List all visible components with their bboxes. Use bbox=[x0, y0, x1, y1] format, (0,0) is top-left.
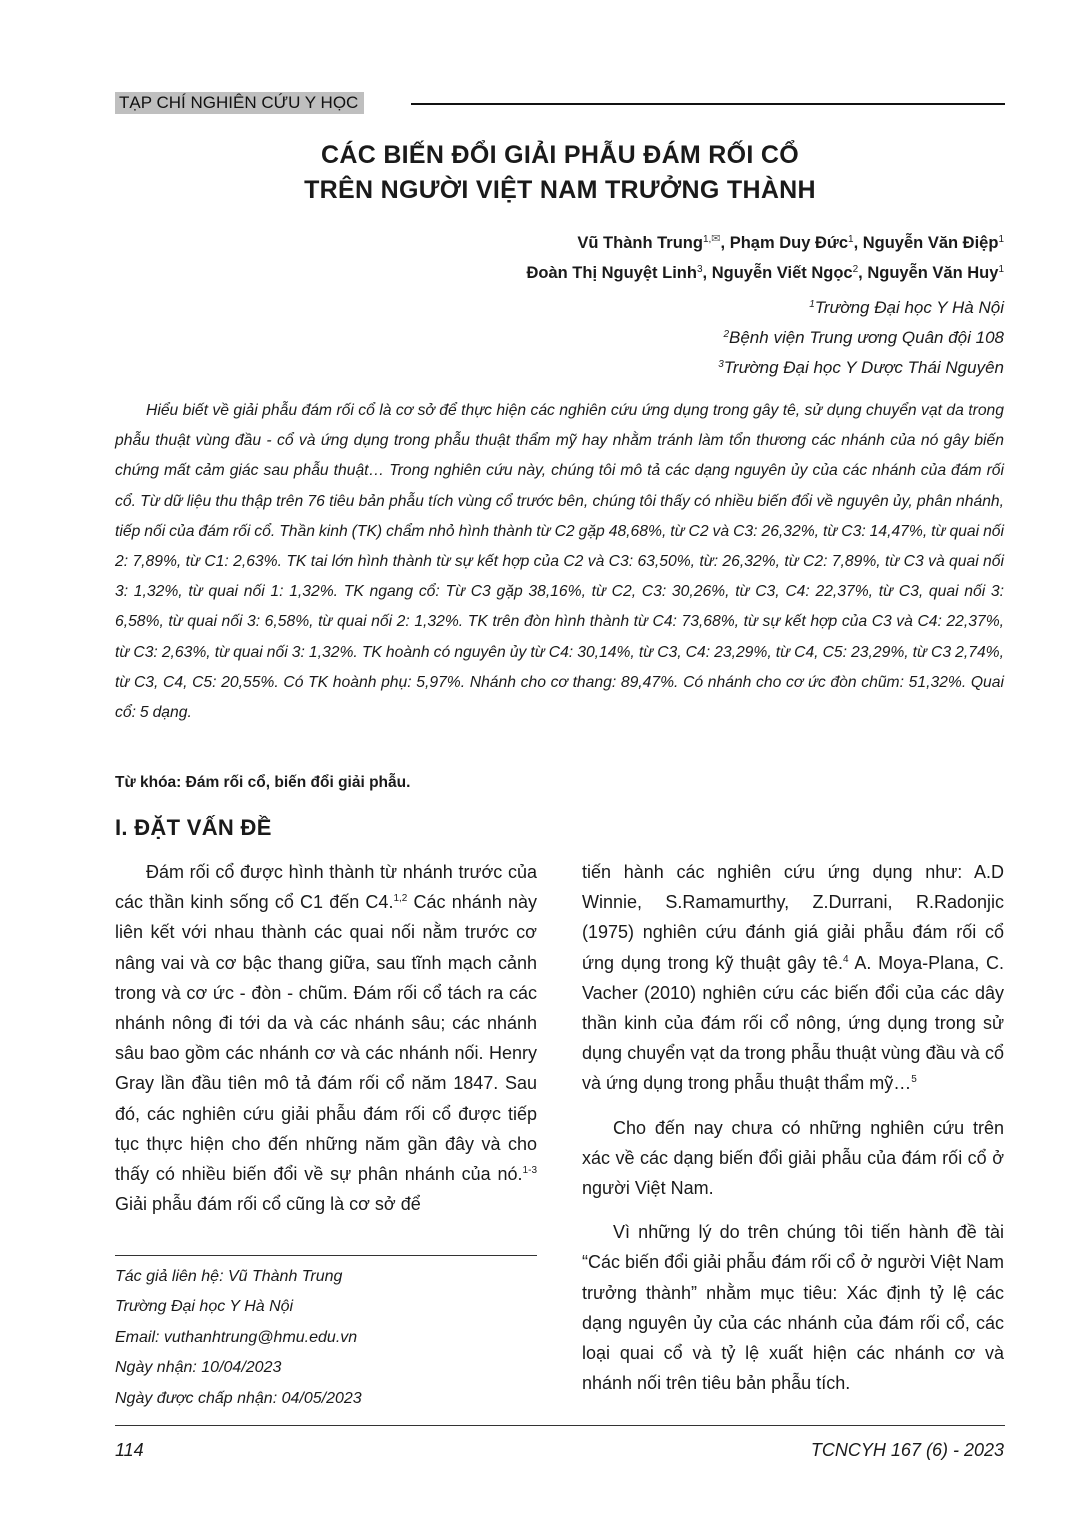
author-name: Vũ Thành Trung bbox=[577, 234, 703, 252]
keywords: Từ khóa: Đám rối cổ, biến đổi giải phẫu. bbox=[115, 774, 411, 791]
citation: 4 bbox=[842, 953, 849, 965]
accepted-date: Ngày được chấp nhận: 04/05/2023 bbox=[115, 1389, 362, 1407]
corresponding-institution: Trường Đại học Y Hà Nội bbox=[115, 1298, 294, 1316]
header-rule bbox=[411, 103, 1005, 105]
section-heading: I. ĐẶT VẤN ĐỀ bbox=[115, 815, 272, 840]
author-name: Nguyễn Văn Huy bbox=[867, 264, 999, 282]
title-line-1: CÁC BIẾN ĐỔI GIẢI PHẪU ĐÁM RỐI CỔ bbox=[321, 141, 799, 169]
affiliation-list bbox=[718, 293, 1004, 383]
left-column bbox=[115, 857, 537, 1219]
author-affiliation-mark: 1 bbox=[998, 234, 1004, 245]
author-affiliation-mark: 1, bbox=[702, 234, 712, 245]
abstract: Hiểu biết về giải phẫu đám rối cổ là cơ sở để thực hiện các nghiên cứu ứng dụng trong gây tê, sử dụng chuyển vạt da trong phẫu thuật vùng đầu - cổ và ứng dụng trong phẫu thuật thẩm mỹ hay nhằm tránh làm tổn thương các nhánh của nó gây biến chứng mất cảm giác sau phẫu thuật… Trong nghiên cứu này, chúng tôi mô tả các dạng nguyên ủy của các nhánh của đám rối cổ. Từ dữ liệu thu thập trên 76 tiêu bản phẫu tích vùng cổ trước bên, chúng tôi thấy có nhiều biến đổi về nguyên ủy, phân nhánh, tiếp nối của đám rối cổ. Thần kinh (TK) chẩm nhỏ hình thành từ C2 gặp 48,68%, từ C2 và C3: 26,32%, từ C3: 14,47%, từ quai nối 2: 7,89%, từ C1: 2,63%. TK tai lớn hình thành từ sự kết hợp của C2 và C3: 63,50%, từ: 26,32%, từ C2: 7,89%, từ C3 và quai nối 3: 1,32%, từ quai nối 1: 1,32%. TK ngang cổ: Từ C3 gặp 38,16%, từ C2, C3: 30,26%, từ C3, C4: 22,37%, từ C3, quai nối 3: 6,58%, từ quai nối 3: 6,58%, từ quai nối 2: 1,32%. TK trên đòn hình thành từ C4: 73,68%, từ sự kết hợp của C3 và C4: 22,37%, từ C3: 2,63%, từ quai nối 3: 1,32%. TK hoành có nguyên ủy từ C4: 30,14%, từ C3, C4: 23,29%, từ C4, C5: 23,29%, từ C3 2,74%, từ C3, C4, C5: 20,55%. Có TK hoành phụ: 5,97%. Nhánh cho cơ thang: 89,47%. Có nhánh cho cơ ức đòn chũm: 51,32%. Quai cổ: 5 dạng. bbox=[115, 402, 1004, 722]
author-name: Nguyễn Văn Điệp bbox=[862, 234, 999, 252]
author-name: Nguyễn Viết Ngọc bbox=[711, 264, 853, 282]
citation: 1-3 bbox=[522, 1165, 537, 1177]
author-list bbox=[526, 224, 1004, 288]
page-number: 114 bbox=[115, 1440, 144, 1460]
author-line-2: Đoàn Thị Nguyệt Linh$^3$, Nguyễn Viết Ngọc$^2$, Nguyễn Văn Huy$^1$ bbox=[526, 264, 1004, 282]
corresponding-email: Email: vuthanhtrung@hmu.edu.vn bbox=[115, 1328, 358, 1346]
journal-issue: TCNCYH 167 (6) - 2023 bbox=[810, 1440, 1004, 1460]
affiliation-item: $^1$Trường Đại học Y Hà Nội bbox=[809, 298, 1004, 317]
affiliation-item: $^2$Bệnh viện Trung ương Quân đội 108 bbox=[723, 328, 1004, 347]
author-affiliation-mark: 1 bbox=[848, 234, 854, 245]
article-title bbox=[115, 138, 1005, 208]
author-name: Phạm Duy Đức bbox=[729, 234, 848, 252]
citation: 5 bbox=[911, 1074, 917, 1086]
author-affiliation-mark: 3 bbox=[696, 264, 703, 275]
title-line-2: TRÊN NGƯỜI VIỆT NAM TRƯỞNG THÀNH bbox=[304, 176, 816, 204]
body-paragraph: Vì những lý do trên chúng tôi tiến hành đề tài “Các biến đổi giải phẫu đám rối cổ ở người Việt Nam trưởng thành” nhằm mục tiêu: Xác định tỷ lệ các dạng nguyên ủy của các nhánh của đám rối cổ, các loại quai cổ và tỷ lệ xuất hiện các nhánh cơ và nhánh nối trên tiêu bản phẫu tích. bbox=[582, 1222, 1004, 1394]
author-name: Đoàn Thị Nguyệt Linh bbox=[526, 264, 697, 282]
body-paragraph: tiến hành các nghiên cứu ứng dụng như: A.D Winnie, S.Ramamurthy, Z.Durrani, R.Radonjic (1975) nghiên cứu đánh giá giải phẫu đám rối cổ ứng dụng trong kỹ thuật gây tê.$^4$ A. Moya-Plana, C. Vacher (2010) nghiên cứu các biến đổi của các dây thần kinh của đám rối cổ nông, ứng dụng trong sử dụng chuyển vạt da trong phẫu thuật vùng đầu và cổ và ứng dụng trong phẫu thuật thẩm mỹ…$^5$ bbox=[582, 862, 1004, 1094]
citation: 1,2 bbox=[393, 893, 408, 905]
right-column bbox=[582, 857, 1004, 1398]
body-paragraph: Cho đến nay chưa có những nghiên cứu trên xác về các dạng biến đổi giải phẫu của đám rối cổ ở người Việt Nam. bbox=[582, 1117, 1004, 1199]
author-affiliation-mark: 1 bbox=[998, 264, 1004, 275]
correspondence-rule bbox=[115, 1255, 537, 1256]
footer-rule bbox=[115, 1425, 1005, 1426]
body-paragraph: Đám rối cổ được hình thành từ nhánh trước của các thần kinh sống cổ C1 đến C4.$^{1,2}$ Các nhánh này liên kết với nhau thành các quai nối nằm trước cơ nâng vai và cơ bậc thang giữa, sau tĩnh mạch cảnh trong và cơ ức - đòn - chũm. Đám rối cổ tách ra các nhánh nông đi tới da và các nhánh sâu; các nhánh sâu bao gồm các nhánh cơ và các nhánh nối. Henry Gray lần đầu tiên mô tả đám rối cổ năm 1847. Sau đó, các nghiên cứu giải phẫu đám rối cổ được tiếp tục thực hiện cho đến những năm gần đây và cho thấy có nhiều biến đổi về sự phân nhánh của nó.$^{1-3}$ Giải phẫu đám rối cổ cũng là cơ sở để bbox=[115, 862, 537, 1215]
correspondence-info bbox=[115, 1262, 362, 1414]
author-line-1: Vũ Thành Trung$^{1,✉}$, Phạm Duy Đức$^1$, Nguyễn Văn Điệp$^1$ bbox=[577, 233, 1004, 252]
corresponding-author: Tác giả liên hệ: Vũ Thành Trung bbox=[115, 1268, 343, 1285]
journal-name: TẠP CHÍ NGHIÊN CỨU Y HỌC bbox=[115, 92, 364, 114]
affiliation-item: $^3$Trường Đại học Y Dược Thái Nguyên bbox=[718, 358, 1004, 377]
author-affiliation-mark: 2 bbox=[852, 264, 859, 275]
received-date: Ngày nhận: 10/04/2023 bbox=[115, 1359, 282, 1377]
envelope-icon: ✉ bbox=[711, 233, 721, 245]
journal-header bbox=[115, 92, 1005, 114]
